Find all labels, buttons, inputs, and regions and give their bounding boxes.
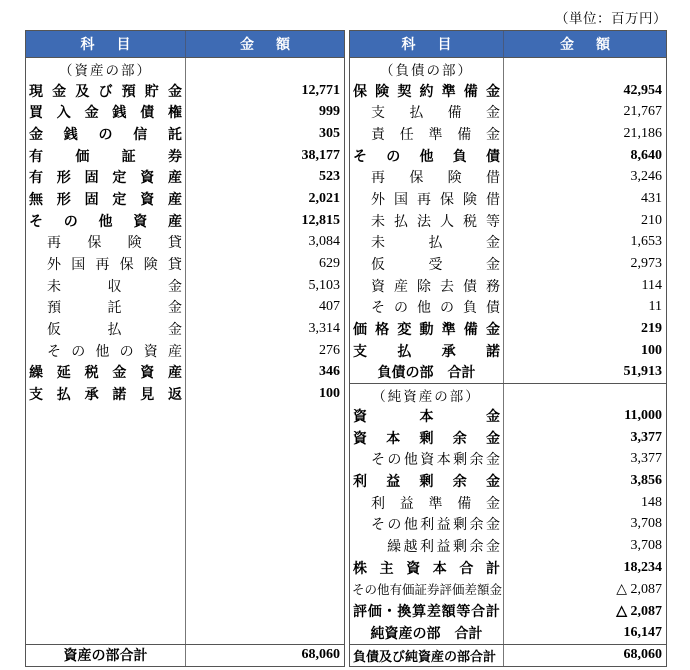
table-row <box>350 405 666 427</box>
amount-value: 114 <box>641 277 662 293</box>
table-row <box>350 600 666 622</box>
table-row <box>350 210 666 232</box>
amount-value: 219 <box>641 321 662 337</box>
account-label: 利 益 剰 余 金 <box>353 472 500 489</box>
account-cell <box>26 210 186 232</box>
account-label: その他有価証券評価差額金 <box>352 583 503 598</box>
account-label: 有 価 証 券 <box>29 147 182 164</box>
account-label: そ の 他 資 本 剰 余 金 <box>371 451 500 468</box>
amount-value: 523 <box>319 169 340 185</box>
assets-header-amount: 金 額 <box>240 36 294 52</box>
assets-total-value: 68,060 <box>301 647 340 663</box>
account-cell <box>26 253 186 275</box>
table-row <box>26 340 344 362</box>
account-cell <box>26 383 186 405</box>
table-row <box>350 58 666 80</box>
table-row <box>350 383 666 405</box>
account-label: 未 収 金 <box>47 277 182 294</box>
amount-value: 3,246 <box>630 169 662 185</box>
account-label: 預 託 金 <box>47 299 182 316</box>
account-label: 外 国 再 保 険 貸 <box>47 256 182 273</box>
account-cell <box>350 58 504 80</box>
table-row <box>26 405 344 644</box>
amount-value: 1,653 <box>630 234 662 250</box>
table-row <box>26 383 344 405</box>
account-cell <box>350 535 504 557</box>
amount-value: 407 <box>319 299 340 315</box>
account-cell <box>350 253 504 275</box>
amount-value: 3,856 <box>630 472 662 488</box>
account-cell <box>350 470 504 492</box>
account-label: 資 本 金 <box>353 407 500 424</box>
table-row <box>350 340 666 362</box>
account-cell <box>350 188 504 210</box>
amount-value: 148 <box>641 494 662 510</box>
liabilities-header-item: 科 目 <box>350 31 504 57</box>
account-label: 資 産 除 去 債 務 <box>371 277 500 294</box>
account-label: 有 形 固 定 資 産 <box>29 169 182 186</box>
account-cell <box>26 58 186 80</box>
table-row <box>26 362 344 384</box>
liabilities-header-amount: 金 額 <box>560 36 614 52</box>
account-label: そ の 他 資 産 <box>29 212 182 229</box>
amount-value: 5,103 <box>308 277 340 293</box>
account-cell <box>350 622 504 644</box>
amount-value: 12,815 <box>301 212 340 228</box>
table-row <box>26 318 344 340</box>
account-cell <box>350 600 504 622</box>
account-cell <box>350 362 504 384</box>
account-cell <box>26 188 186 210</box>
account-cell <box>350 80 504 102</box>
account-cell <box>26 275 186 297</box>
table-row <box>350 470 666 492</box>
table-row <box>26 123 344 145</box>
table-row <box>350 188 666 210</box>
table-row <box>350 101 666 123</box>
account-label: 責 任 準 備 金 <box>371 125 500 142</box>
amount-value: 3,708 <box>630 537 662 553</box>
account-cell <box>26 123 186 145</box>
account-cell <box>350 318 504 340</box>
account-label: 無 形 固 定 資 産 <box>29 190 182 207</box>
account-cell <box>350 384 504 405</box>
liabilities-table <box>349 30 667 667</box>
table-row <box>350 492 666 514</box>
amount-value: 18,234 <box>623 559 662 575</box>
account-label: 株 主 資 本 合 計 <box>353 559 500 576</box>
account-cell <box>26 362 186 384</box>
assets-table-body <box>26 58 344 644</box>
account-label: 保 険 契 約 準 備 金 <box>353 82 500 99</box>
account-label: 利 益 準 備 金 <box>371 494 500 511</box>
account-label: 負債の部 合計 <box>377 364 476 381</box>
assets-table <box>25 30 345 667</box>
account-cell <box>350 492 504 514</box>
account-label: 資 本 剰 余 金 <box>353 429 500 446</box>
table-row <box>26 297 344 319</box>
amount-value: 16,147 <box>623 624 662 640</box>
account-cell <box>350 297 504 319</box>
amount-value: △ 2,087 <box>616 581 662 597</box>
account-label: 未 払 金 <box>371 234 500 251</box>
amount-value: 431 <box>641 190 662 206</box>
assets-total-label: 資産の部合計 <box>26 645 186 667</box>
amount-value: 3,377 <box>630 429 662 445</box>
table-row <box>26 166 344 188</box>
table-row <box>350 535 666 557</box>
amount-value: 38,177 <box>301 147 340 163</box>
assets-header-item: 科 目 <box>26 31 186 57</box>
account-cell <box>350 340 504 362</box>
account-cell <box>26 232 186 254</box>
table-row <box>350 253 666 275</box>
account-cell <box>26 297 186 319</box>
account-label: 再 保 険 貸 <box>47 234 182 251</box>
liabilities-total-label: 負債及び純資産の部合計 <box>350 645 504 667</box>
account-label: 繰 越 利 益 剰 余 金 <box>387 537 500 554</box>
table-row <box>350 145 666 167</box>
account-label: 未 払 法 人 税 等 <box>371 212 500 229</box>
table-row <box>26 101 344 123</box>
amount-value: 305 <box>319 125 340 141</box>
amount-value <box>504 384 666 405</box>
amount-value: △ 2,087 <box>616 603 662 619</box>
unit-note: （単位：百万円） <box>555 11 667 26</box>
table-row <box>350 318 666 340</box>
account-cell <box>26 340 186 362</box>
table-row <box>26 80 344 102</box>
account-cell <box>350 513 504 535</box>
table-row <box>350 362 666 384</box>
amount-value: 3,314 <box>308 321 340 337</box>
account-label: （資産の部） <box>59 62 152 78</box>
amount-value: 21,767 <box>623 104 662 120</box>
table-row <box>26 232 344 254</box>
amount-value: 12,771 <box>301 82 340 98</box>
table-row <box>26 58 344 80</box>
assets-table-header <box>26 31 344 58</box>
amount-value: 3,708 <box>630 516 662 532</box>
assets-total-row <box>26 644 344 667</box>
liabilities-table-header <box>350 31 666 58</box>
account-label: 支 払 承 諾 <box>353 342 500 359</box>
liabilities-total-row <box>350 644 666 667</box>
table-row <box>350 513 666 535</box>
table-row <box>26 253 344 275</box>
account-label: 支 払 備 金 <box>371 104 500 121</box>
liabilities-table-body <box>350 58 666 644</box>
account-cell <box>350 405 504 427</box>
table-row <box>350 448 666 470</box>
account-label: 再 保 険 借 <box>371 169 500 186</box>
account-cell <box>350 145 504 167</box>
amount-value <box>186 58 344 80</box>
table-row <box>26 145 344 167</box>
account-cell <box>350 101 504 123</box>
table-row <box>350 275 666 297</box>
table-row <box>350 622 666 644</box>
account-cell <box>26 145 186 167</box>
amount-value: 2,973 <box>630 256 662 272</box>
amount-value: 999 <box>319 104 340 120</box>
table-row <box>350 579 666 601</box>
table-row <box>26 210 344 232</box>
account-cell <box>26 405 186 644</box>
amount-value: 21,186 <box>623 125 662 141</box>
table-row <box>350 166 666 188</box>
amount-value: 3,377 <box>630 451 662 467</box>
table-row <box>350 123 666 145</box>
amount-value: 42,954 <box>623 82 662 98</box>
amount-value: 11 <box>648 299 662 315</box>
account-label: 金 銭 の 信 託 <box>29 125 182 142</box>
balance-sheet <box>25 30 667 667</box>
account-label: 繰 延 税 金 資 産 <box>29 364 182 381</box>
table-row <box>350 557 666 579</box>
account-cell <box>350 579 504 601</box>
amount-value: 3,084 <box>308 234 340 250</box>
table-row <box>26 275 344 297</box>
account-label: 外 国 再 保 険 借 <box>371 190 500 207</box>
amount-value: 100 <box>319 386 340 402</box>
amount-value <box>504 58 666 80</box>
account-cell <box>350 275 504 297</box>
account-label: （負債の部） <box>380 62 473 78</box>
amount-value <box>186 405 344 644</box>
account-cell <box>26 318 186 340</box>
amount-value: 346 <box>319 364 340 380</box>
amount-value: 8,640 <box>630 147 662 163</box>
account-cell <box>26 101 186 123</box>
table-row <box>26 188 344 210</box>
amount-value: 629 <box>319 256 340 272</box>
amount-value: 100 <box>641 342 662 358</box>
account-cell <box>26 80 186 102</box>
account-cell <box>26 166 186 188</box>
account-cell <box>350 166 504 188</box>
account-cell <box>350 123 504 145</box>
amount-value: 276 <box>319 342 340 358</box>
account-cell <box>350 557 504 579</box>
table-row <box>350 297 666 319</box>
account-label: そ の 他 利 益 剰 余 金 <box>371 516 500 533</box>
amount-value: 51,913 <box>623 364 662 380</box>
account-label: 仮 払 金 <box>47 321 182 338</box>
account-cell <box>350 448 504 470</box>
account-label: そ の 他 の 資 産 <box>47 342 182 359</box>
account-label: 支 払 承 諾 見 返 <box>29 386 182 403</box>
account-cell <box>350 232 504 254</box>
amount-value: 2,021 <box>308 190 340 206</box>
account-label: 価 格 変 動 準 備 金 <box>353 321 500 338</box>
table-row <box>350 80 666 102</box>
account-label: 仮 受 金 <box>371 256 500 273</box>
table-row <box>350 232 666 254</box>
account-cell <box>350 210 504 232</box>
account-label: そ の 他 の 負 債 <box>371 299 500 316</box>
account-cell <box>350 427 504 449</box>
amount-value: 210 <box>641 212 662 228</box>
amount-value: 11,000 <box>624 407 662 423</box>
account-label: 評 価 ・ 換 算 差 額 等 合 計 <box>353 603 500 620</box>
liabilities-total-value: 68,060 <box>623 647 662 663</box>
account-label: 現 金 及 び 預 貯 金 <box>29 82 182 99</box>
account-label: 買 入 金 銭 債 権 <box>29 104 182 121</box>
account-label: （純資産の部） <box>372 388 481 404</box>
account-label: 純資産の部 合計 <box>370 624 483 641</box>
account-label: そ の 他 負 債 <box>353 147 500 164</box>
table-row <box>350 427 666 449</box>
